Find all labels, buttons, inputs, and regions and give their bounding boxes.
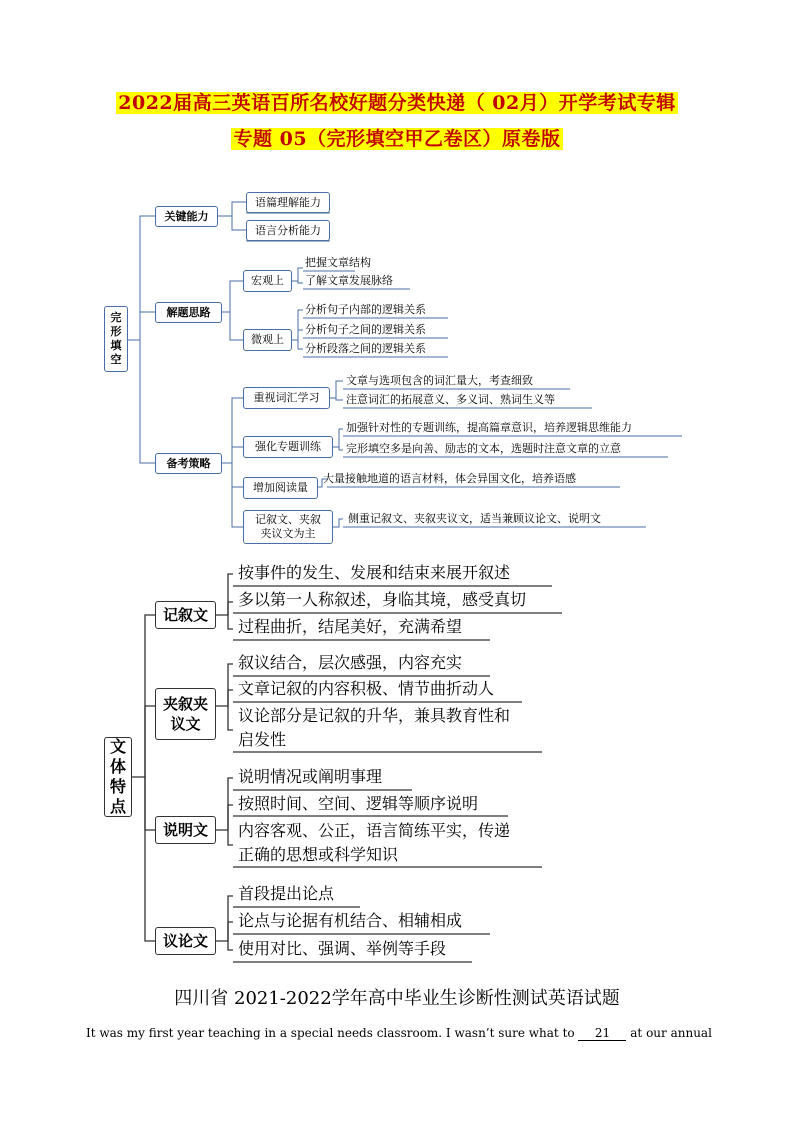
macro-item-1: 把握文章结构 (305, 256, 371, 269)
micro-item-3: 分析段落之间的逻辑关系 (305, 342, 426, 355)
blank-21[interactable]: 21 (578, 1026, 626, 1041)
argumentative-item-1: 首段提出论点 (238, 884, 335, 903)
genre-narrative: 记叙文 (155, 601, 216, 629)
branch-solving-approach: 解题思路 (155, 302, 222, 323)
mixed-item-2: 文章记叙的内容积极、情节曲折动人 (238, 679, 495, 698)
expository-item-1: 说明情况或阐明事理 (238, 767, 383, 786)
sub-macro: 宏观上 (243, 270, 292, 292)
narrative-item-2: 多以第一人称叙述，身临其境，感受真切 (238, 590, 527, 609)
genre-item-1: 侧重记叙文、夹叙夹议文，适当兼顾议论文、说明文 (348, 512, 601, 525)
genre-argumentative: 议论文 (155, 927, 216, 955)
micro-item-1: 分析句子内部的逻辑关系 (305, 303, 426, 316)
training-item-1: 加强针对性的专题训练，提高篇章意识，培养逻辑思维能力 (346, 421, 632, 434)
item-language-analysis: 语言分析能力 (246, 220, 330, 241)
narrative-item-1: 按事件的发生、发展和结束来展开叙述 (238, 563, 511, 582)
exam-title: 四川省 2021-2022学年高中毕业生诊断性测试英语试题 (174, 988, 620, 1009)
genre-narrative-argumentative: 夹叙夹议文 (155, 688, 216, 740)
mixed-item-1: 叙议结合，层次感强，内容充实 (238, 653, 463, 672)
sub-vocabulary: 重视词汇学习 (243, 387, 330, 409)
mixed-item-4: 启发性 (238, 730, 287, 749)
map2-root: 文体特点 (104, 737, 132, 817)
macro-item-2: 了解文章发展脉络 (305, 274, 393, 287)
genre-expository: 说明文 (155, 816, 216, 844)
micro-item-2: 分析句子之间的逻辑关系 (305, 323, 426, 336)
vocab-item-2: 注意词汇的拓展意义、多义词、熟词生义等 (346, 393, 555, 406)
sub-micro: 微观上 (243, 329, 292, 351)
expository-item-3: 内容客观、公正，语言简练平实，传递 (238, 821, 511, 840)
training-item-2: 完形填空多是向善、励志的文本，选题时注意文章的立意 (346, 442, 621, 455)
branch-prep-strategy: 备考策略 (155, 453, 222, 474)
page-title-line1: 2022届高三英语百所名校好题分类快递（ 02月）开学考试专辑 (118, 92, 676, 114)
sub-genre-focus: 记叙文、夹叙夹议文为主 (243, 510, 333, 544)
argumentative-item-3: 使用对比、强调、举例等手段 (238, 939, 447, 958)
branch-key-ability: 关键能力 (155, 206, 218, 227)
narrative-item-3: 过程曲折，结尾美好，充满希望 (238, 617, 463, 636)
expository-item-2: 按照时间、空间、逻辑等顺序说明 (238, 794, 479, 813)
passage-line: It was my first year teaching in a special needs classroom. I wasn’t sure what to 21 at our annual (86, 1026, 712, 1040)
expository-item-4: 正确的思想或科学知识 (238, 845, 399, 864)
map1-root: 完形填空 (104, 306, 128, 372)
page-title-line2: 专题 05（完形填空甲乙卷区）原卷版 (233, 128, 561, 150)
mixed-item-3: 议论部分是记叙的升华，兼具教育性和 (238, 706, 511, 725)
vocab-item-1: 文章与选项包含的词汇量大，考查细致 (346, 374, 533, 387)
sub-topic-training: 强化专题训练 (243, 436, 333, 458)
sub-reading-volume: 增加阅读量 (243, 477, 318, 499)
reading-item-1: 大量接触地道的语言材料，体会异国文化，培养语感 (323, 472, 576, 485)
argumentative-item-2: 论点与论据有机结合、相辅相成 (238, 911, 463, 930)
item-discourse-comprehension: 语篇理解能力 (246, 192, 330, 213)
